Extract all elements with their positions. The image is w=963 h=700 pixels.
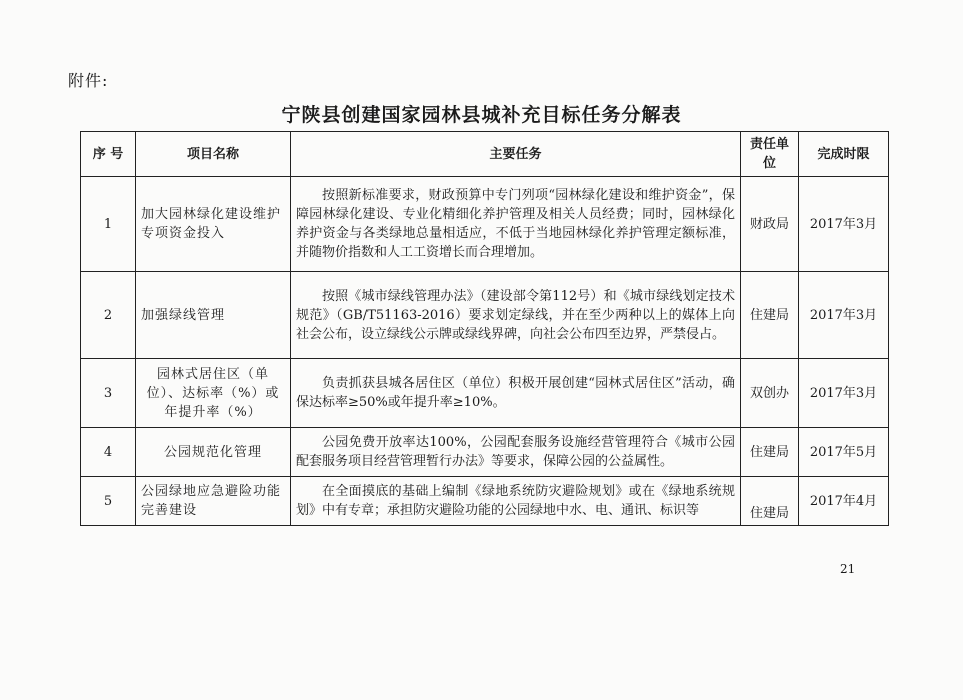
table-header-row <box>81 132 889 177</box>
project-name: 园林式居住区（单位）、达标率（%）或年提升率（%） <box>136 359 291 428</box>
header-name: 项目名称 <box>136 132 291 177</box>
responsible-unit: 住建局 <box>741 477 799 526</box>
main-task: 公园免费开放率达100%，公园配套服务设施经营管理符合《城市公园配套服务项目经营管理暂行办法》等要求，保障公园的公益属性。 <box>291 428 741 477</box>
row-number: 1 <box>81 177 136 272</box>
deadline: 2017年3月 <box>799 177 889 272</box>
project-name: 加强绿线管理 <box>136 272 291 359</box>
deadline: 2017年3月 <box>799 359 889 428</box>
project-name: 加大园林绿化建设维护专项资金投入 <box>136 177 291 272</box>
deadline: 2017年4月 <box>799 477 889 526</box>
table-row <box>81 177 889 272</box>
row-number: 2 <box>81 272 136 359</box>
row-number: 3 <box>81 359 136 428</box>
table-row <box>81 477 889 526</box>
header-deadline: 完成时限 <box>799 132 889 177</box>
main-task: 按照《城市绿线管理办法》（建设部令第112号）和《城市绿线划定技术规范》（GB/T51163-2016）要求划定绿线，并在至少两种以上的媒体上向社会公布，设立绿线公示牌或绿线界碑，向社会公布四至边界，严禁侵占。 <box>291 272 741 359</box>
task-breakdown-table <box>80 131 889 526</box>
responsible-unit: 住建局 <box>741 428 799 477</box>
main-task: 按照新标准要求，财政预算中专门列项“园林绿化建设和维护资金”，保障园林绿化建设、专业化精细化养护管理及相关人员经费；同时，园林绿化养护资金与各类绿地总量相适应，不低于当地园林绿化养护管理定额标准，并随物价指数和人工工资增长而合理增加。 <box>291 177 741 272</box>
header-unit: 责任单位 <box>741 132 799 177</box>
row-number: 4 <box>81 428 136 477</box>
responsible-unit: 财政局 <box>741 177 799 272</box>
attachment-label: 附件: <box>68 71 109 90</box>
deadline: 2017年3月 <box>799 272 889 359</box>
document-title: 宁陕县创建国家园林县城补充目标任务分解表 <box>281 104 682 126</box>
header-no: 序 号 <box>81 132 136 177</box>
row-number: 5 <box>81 477 136 526</box>
page-number: 21 <box>840 562 856 576</box>
table-row <box>81 272 889 359</box>
deadline: 2017年5月 <box>799 428 889 477</box>
header-task: 主要任务 <box>291 132 741 177</box>
table-row <box>81 359 889 428</box>
project-name: 公园规范化管理 <box>136 428 291 477</box>
main-task: 负责抓获县城各居住区（单位）积极开展创建“园林式居住区”活动，确保达标率≥50%或年提升率≥10%。 <box>291 359 741 428</box>
main-task: 在全面摸底的基础上编制《绿地系统防灾避险规划》或在《绿地系统规划》中有专章；承担防灾避险功能的公园绿地中水、电、通讯、标识等 <box>291 477 741 526</box>
responsible-unit: 住建局 <box>741 272 799 359</box>
project-name: 公园绿地应急避险功能完善建设 <box>136 477 291 526</box>
responsible-unit: 双创办 <box>741 359 799 428</box>
table-row <box>81 428 889 477</box>
